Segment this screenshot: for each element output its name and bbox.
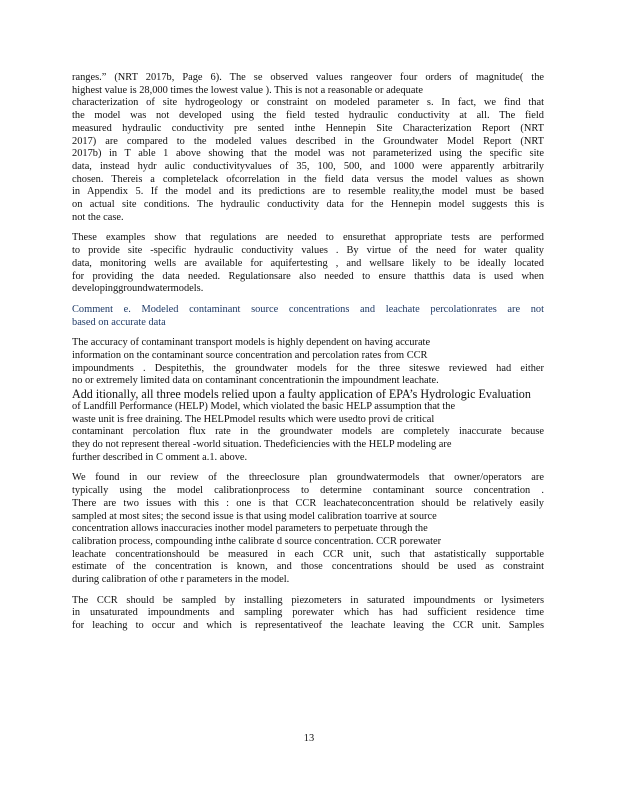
text-line: data, instead hydr aulic conductivityvalues of 35, 100, 500, and 1000 were apparently arbitrarily (72, 160, 544, 172)
text-line: developinggroundwatermodels. (72, 283, 204, 295)
text-line: in unsaturated impoundments and sampling porewater which has had sufficient residence time (72, 607, 544, 619)
text-line: 2017) are compared to the modeled values described in the Groundwater Model Report (NRT (72, 135, 544, 147)
text-line: information on the contaminant source concentration and percolation rates from CCR (72, 350, 428, 362)
text-line: leachate concentrationshould be measured in each CCR unit, such that astatistically supportable (72, 548, 544, 560)
text-line: There are two issues with this : one is that CCR leachateconcentration should be relatively easily (72, 497, 544, 509)
page-number: 13 (303, 733, 315, 744)
text-line: for providing the data needed. Regulationsare also needed to ensure thatthis data is used when (72, 270, 544, 282)
text-line: of Landfill Performance (HELP) Model, which violated the basic HELP assumption that the (72, 400, 456, 412)
text-line: they do not represent thereal -world situation. Thedeficiencies with the HELP modeling are (72, 438, 452, 450)
text-line: The CCR should be sampled by installing piezometers in saturated impoundments or lysimeters (72, 594, 544, 606)
paragraph (72, 72, 544, 224)
text-line: chosen. Thereis a completelack ofcorrelation in the field data versus the model values as shown (72, 173, 544, 185)
text-line: no or extremely limited data on contaminant concentrationin the impoundment leachate. (72, 375, 439, 387)
text-line: We found in our review of the threeclosure plan groundwatermodels that owner/operators are (72, 472, 544, 484)
text-line: based on accurate data (72, 316, 166, 328)
text-line: typically using the model calibrationprocess to determine contaminant source concentration . (72, 485, 544, 497)
text-line: These examples show that regulations are needed to ensurethat appropriate tests are performed (72, 232, 544, 244)
text-line: measured hydraulic conductivity pre sented inthe Hennepin Site Characterization Report (NRT (72, 122, 544, 134)
text-line: contaminant percolation flux rate in the groundwater models are completely inaccurate because (72, 426, 544, 438)
text-line: 2017b) in T able 1 above showing that the model was not parameterized using the specific site (72, 148, 544, 160)
text-line: waste unit is free draining. The HELPmodel results which were usedto provi de critical (72, 413, 435, 425)
text-line: on actual site conditions. The hydraulic conductivity data for the Hennepin model suggests this is (72, 199, 544, 211)
paragraph (72, 337, 544, 464)
text-line: to provide site -specific hydraulic conductivity values . By virtue of the need for water quality (72, 245, 544, 257)
text-line: for leaching to occur and which is representativeof the leachate leaving the CCR unit. Samples (72, 620, 544, 632)
text-line: further described in C omment a.1. above. (72, 451, 248, 463)
text-line: the model was not developed using the field tested hydraulic conductivity at all. The field (72, 110, 544, 122)
text-line: ranges.” (NRT 2017b, Page 6). The se observed values rangeover four orders of magnitude( the (72, 72, 544, 83)
paragraph (72, 595, 544, 633)
text-line: impoundments . Despitethis, the groundwater models for the three siteswe reviewed had either (72, 362, 544, 374)
text-line: sampled at most sites; the second issue is that using model calibration toarrive at source (72, 510, 437, 522)
text-line: calibration process, compounding inthe calibrate d source concentration. CCR porewater (72, 535, 442, 547)
text-line: concentration allows inaccuracies inother model parameters to perpetuate through the (72, 523, 428, 535)
text-line: highest value is 28,000 times the lowest value ). This is not a reasonable or adequate (72, 84, 423, 96)
body-text (72, 72, 544, 641)
comment-heading (72, 304, 544, 329)
text-line: estimate of the concentration is known, and those concentrations should be used as constraint (72, 561, 544, 573)
text-line: during calibration of othe r parameters in the model. (72, 574, 290, 586)
text-line: The accuracy of contaminant transport models is highly dependent on having accurate (72, 337, 431, 349)
text-line: characterization of site hydrogeology or constraint on modeled parameter s. In fact, we find that (72, 97, 544, 109)
text-line: not the case. (72, 211, 124, 223)
text-line: Comment e. Modeled contaminant source concentrations and leachate percolationrates are not (72, 303, 544, 315)
paragraph (72, 232, 544, 296)
text-line: in Appendix 5. If the model and its predictions are to resemble reality,the model must be based (72, 186, 544, 198)
paragraph (72, 472, 544, 586)
text-line: data, monitoring wells are available for aquifertesting , and wellsare likely to be ideally located (72, 257, 544, 269)
text-line: Add itionally, all three models relied upon a faulty application of EPA’s Hydrologic Evaluation (72, 387, 531, 402)
